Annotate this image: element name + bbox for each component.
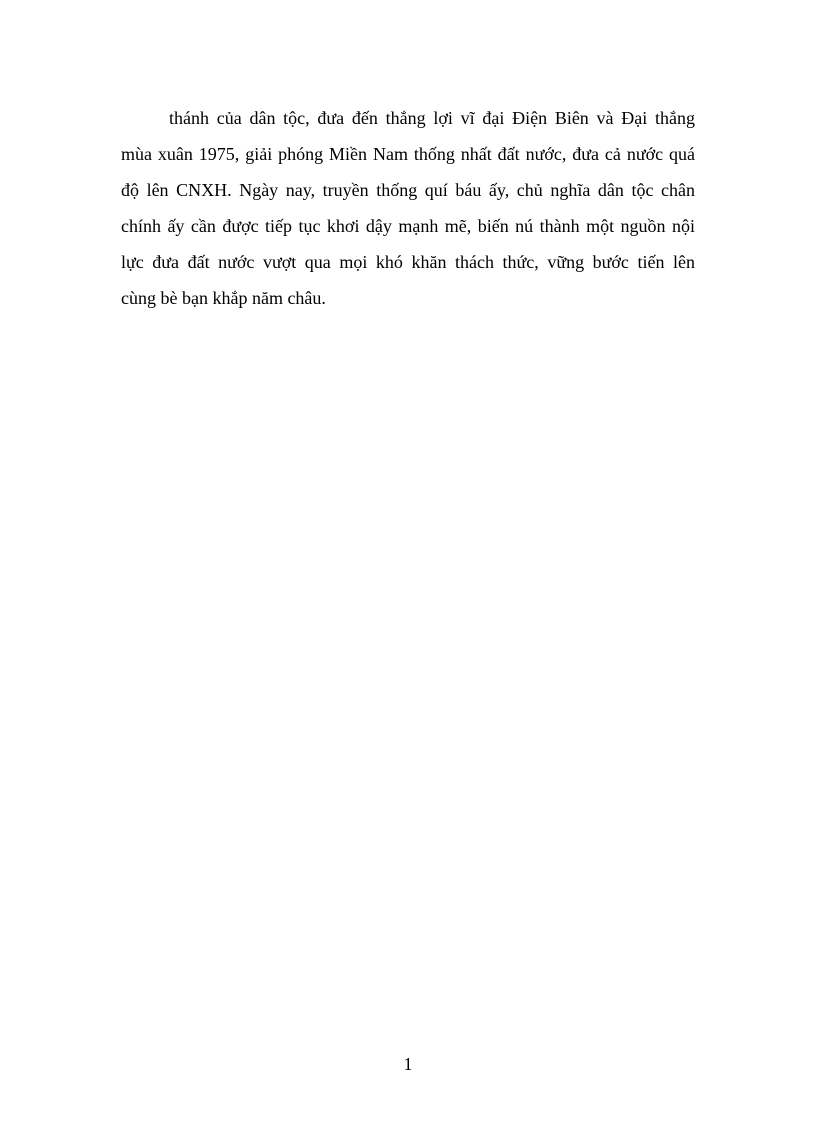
page-number: 1 bbox=[403, 1054, 413, 1074]
paragraph-line-1: thánh của dân tộc, đưa đến thắng lợi vĩ đại Điện Biên và Đại thắng bbox=[169, 108, 695, 128]
paragraph-line-4: chính ấy cần được tiếp tục khơi dậy mạnh mẽ, biến nú thành một nguồn nội bbox=[121, 216, 695, 236]
body-paragraph bbox=[121, 100, 695, 316]
paragraph-line-5: lực đưa đất nước vượt qua mọi khó khăn thách thức, vững bước tiến lên bbox=[121, 252, 695, 272]
paragraph-line-6: cùng bè bạn khắp năm châu. bbox=[121, 288, 326, 308]
paragraph-line-3: độ lên CNXH. Ngày nay, truyền thống quí báu ấy, chủ nghĩa dân tộc chân bbox=[121, 180, 695, 200]
paragraph-line-2: mùa xuân 1975, giải phóng Miền Nam thống nhất đất nước, đưa cả nước quá bbox=[121, 144, 695, 164]
